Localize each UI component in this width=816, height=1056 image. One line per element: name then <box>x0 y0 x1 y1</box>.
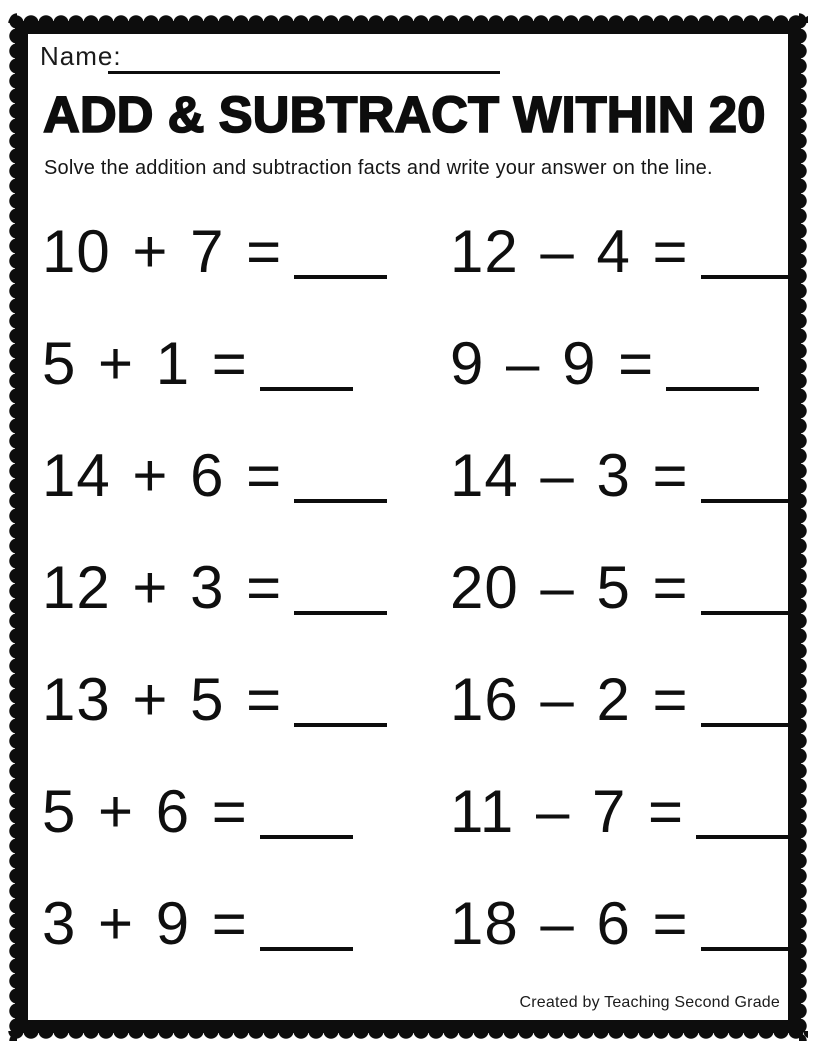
answer-blank <box>701 499 794 503</box>
answer-blank <box>294 499 387 503</box>
problem-cell <box>42 218 450 285</box>
problem-expression: 12 – 4 = <box>450 218 689 285</box>
problem-cell <box>42 554 450 621</box>
problem-expression: 14 + 6 = <box>42 442 283 509</box>
problem-expression: 12 + 3 = <box>42 554 283 621</box>
problem-row <box>42 778 786 894</box>
problem-expression: 9 – 9 = <box>450 330 655 397</box>
border-scallop-right <box>799 13 809 1041</box>
problem-expression: 20 – 5 = <box>450 554 689 621</box>
problem-expression: 5 + 6 = <box>42 778 248 845</box>
name-blank-line <box>108 71 500 74</box>
problem-cell <box>450 554 816 621</box>
answer-blank <box>294 611 387 615</box>
problems-grid <box>42 218 786 1006</box>
problem-cell <box>42 890 450 957</box>
answer-blank <box>696 835 789 839</box>
problem-cell <box>450 218 816 285</box>
problem-row <box>42 554 786 670</box>
answer-blank <box>701 611 794 615</box>
problem-cell <box>42 666 450 733</box>
border-scallop-top <box>8 13 808 23</box>
problem-expression: 14 – 3 = <box>450 442 689 509</box>
problem-row <box>42 218 786 334</box>
border-scallop-bottom <box>8 1031 808 1041</box>
answer-blank <box>701 275 794 279</box>
problem-expression: 3 + 9 = <box>42 890 248 957</box>
credit-line: Created by Teaching Second Grade <box>519 994 780 1011</box>
border-scallop-left <box>7 13 17 1041</box>
problem-expression: 11 – 7 = <box>450 778 685 845</box>
name-label: Name: <box>40 41 122 71</box>
answer-blank <box>260 835 353 839</box>
problem-row <box>42 330 786 446</box>
problem-expression: 10 + 7 = <box>42 218 283 285</box>
problem-expression: 18 – 6 = <box>450 890 689 957</box>
problem-expression: 5 + 1 = <box>42 330 248 397</box>
problem-row <box>42 442 786 558</box>
problem-cell <box>42 778 450 845</box>
problem-expression: 16 – 2 = <box>450 666 689 733</box>
problem-cell <box>450 330 816 397</box>
worksheet-title: ADD & SUBTRACT WITHIN 20 <box>43 86 766 143</box>
problem-cell <box>450 666 816 733</box>
problem-cell <box>450 778 816 845</box>
problem-row <box>42 890 786 1006</box>
problem-cell <box>42 442 450 509</box>
problem-cell <box>42 330 450 397</box>
problem-cell <box>450 890 816 957</box>
answer-blank <box>294 275 387 279</box>
answer-blank <box>294 723 387 727</box>
problem-cell <box>450 442 816 509</box>
answer-blank <box>260 387 353 391</box>
problem-row <box>42 666 786 782</box>
answer-blank <box>260 947 353 951</box>
problem-expression: 13 + 5 = <box>42 666 283 733</box>
answer-blank <box>701 723 794 727</box>
answer-blank <box>666 387 759 391</box>
instructions-text: Solve the addition and subtraction facts and write your answer on the line. <box>44 157 713 179</box>
answer-blank <box>701 947 794 951</box>
